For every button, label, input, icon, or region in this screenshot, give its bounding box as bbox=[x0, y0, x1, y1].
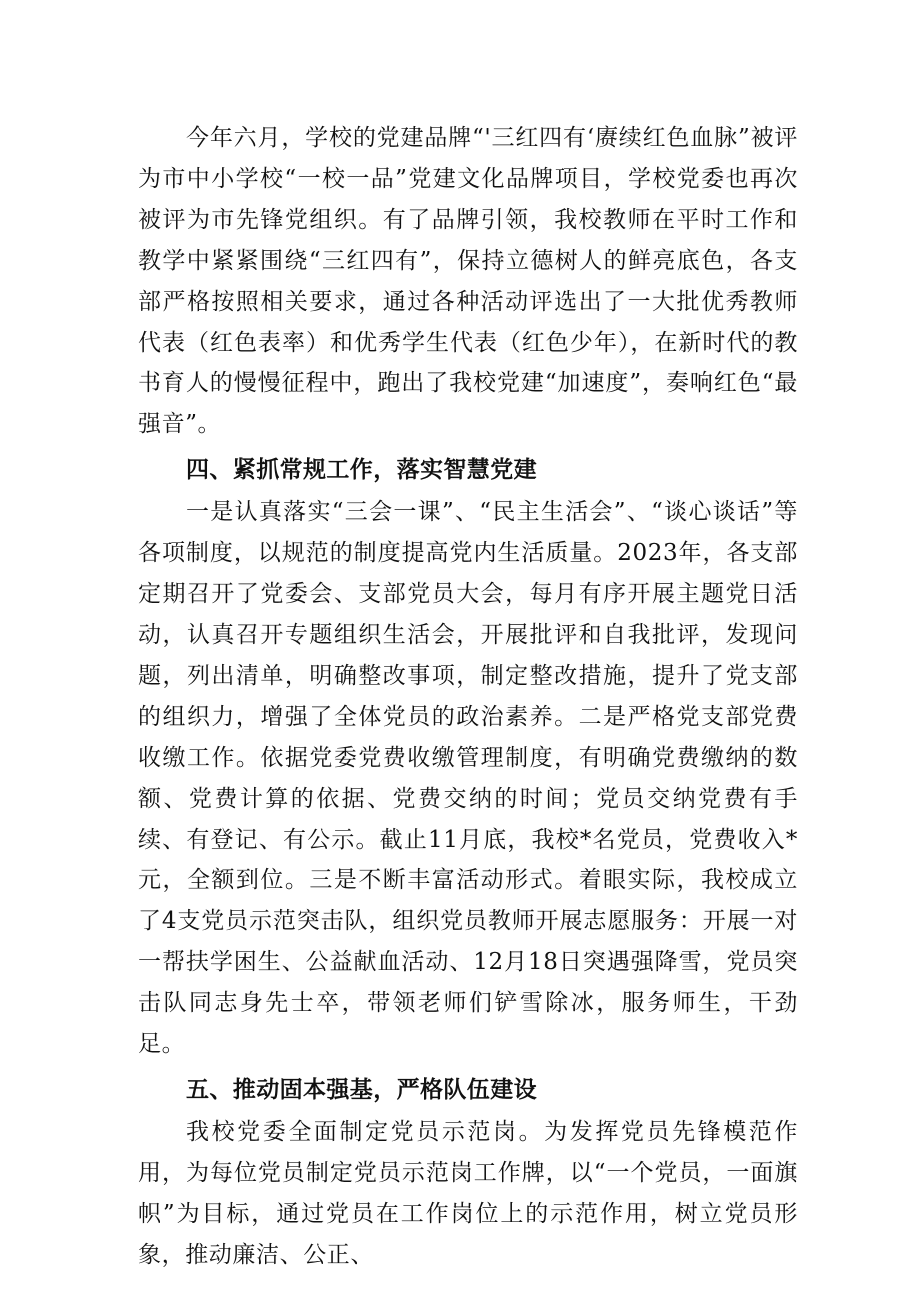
document-page bbox=[138, 118, 798, 1276]
paragraph-party-brand: 今年六月，学校的党建品牌“'三红四有‘赓续红色血脉”被评为市中小学校“一校一品”党建文化品牌项目，学校党委也再次被评为市先锋党组织。有了品牌引领，我校教师在平时工作和教学中紧紧围绕“三红四有”，保持立德树人的鲜亮底色，各支部严格按照相关要求，通过各种活动评选出了一大批优秀教师代表（红色表率）和优秀学生代表（红色少年），在新时代的教书育人的慢慢征程中，跑出了我校党建“加速度”，奏响红色“最强音”。 bbox=[138, 125, 798, 438]
paragraph-team-building: 我校党委全面制定党员示范岗。为发挥党员先锋模范作用，为每位党员制定党员示范岗工作牌，以“一个党员，一面旗帜”为目标，通过党员在工作岗位上的示范作用，树立党员形象，推动廉洁、公正、 bbox=[138, 1118, 798, 1268]
section-heading-five: 五、推动固本强基，严格队伍建设 bbox=[186, 1076, 537, 1103]
paragraph-routine-work: 一是认真落实“三会一课”、“民主生活会”、“谈心谈话”等各项制度，以规范的制度提高党内生活质量。2023年，各支部定期召开了党委会、支部党员大会，每月有序开展主题党日活动，认真召开专题组织生活会，开展批评和自我批评，发现问题，列出清单，明确整改事项，制定整改措施，提升了党支部的组织力，增强了全体党员的政治素养。二是严格党支部党费收缴工作。依据党委党费收缴管理制度，有明确党费缴纳的数额、党费计算的依据、党费交纳的时间；党员交纳党费有手续、有登记、有公示。截止11月底，我校*名党员，党费收入*元，全额到位。三是不断丰富活动形式。着眼实际，我校成立了4支党员示范突击队，组织党员教师开展志愿服务：开展一对一帮扶学困生、公益献血活动、12月18日突遇强降雪，党员突击队同志身先士卒，带领老师们铲雪除冰，服务师生，干劲足。 bbox=[138, 499, 798, 1058]
section-heading-four: 四、紧抓常规工作，落实智慧党建 bbox=[186, 457, 537, 484]
